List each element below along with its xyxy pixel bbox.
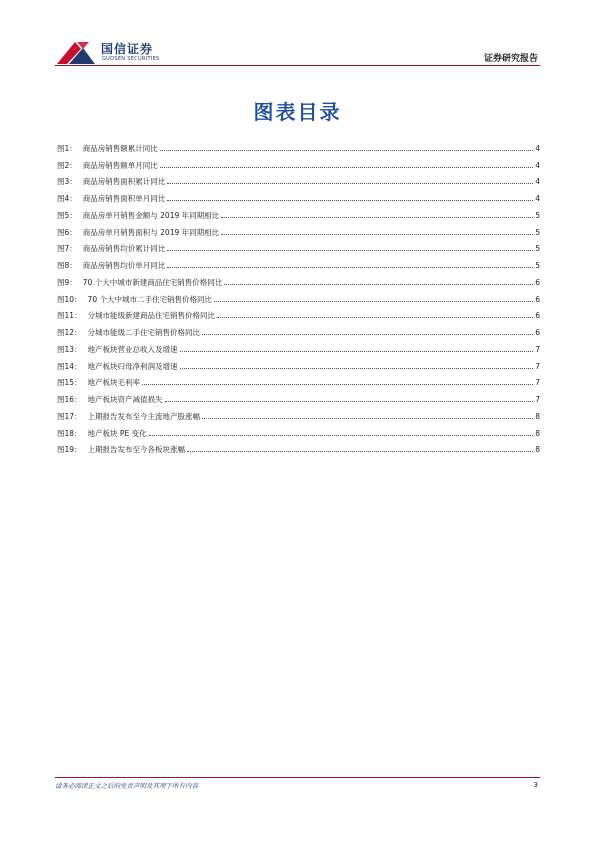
toc-entry-page: 6 bbox=[535, 277, 540, 287]
toc-entry-page: 6 bbox=[535, 311, 540, 321]
toc-entry-title: 商品房销售面积累计同比 bbox=[82, 177, 166, 187]
toc-entry-title: 上期报告发布至今各板块涨幅 bbox=[87, 445, 186, 455]
page-number: 3 bbox=[533, 781, 538, 789]
toc-entry-title: 上期报告发布至今主流地产股涨幅 bbox=[87, 411, 201, 421]
toc-leader-dots bbox=[160, 150, 533, 151]
toc-leader-dots bbox=[224, 284, 533, 285]
footer-divider bbox=[55, 777, 540, 778]
page-header bbox=[0, 0, 595, 70]
guosen-logo-icon bbox=[55, 38, 97, 68]
toc-entry-page: 6 bbox=[535, 294, 540, 304]
toc-entry-title: 商品房单月销售金额与 2019 年同期相比 bbox=[82, 210, 220, 220]
toc-entry[interactable] bbox=[57, 241, 540, 258]
toc-leader-dots bbox=[217, 317, 533, 318]
toc-entry-title: 分城市能级新建商品住宅销售价格同比 bbox=[87, 311, 216, 321]
page-title: 图表目录 bbox=[253, 100, 342, 124]
logo-chinese-text: 国信证券 bbox=[101, 42, 154, 56]
toc-entry-number: 图2： bbox=[57, 160, 77, 170]
toc-entry-page: 8 bbox=[535, 411, 540, 421]
toc-entry-title: 商品房销售额单月同比 bbox=[82, 160, 158, 170]
toc-entry-title: 70 个大中城市二手住宅销售价格同比 bbox=[87, 294, 212, 304]
toc-entry[interactable] bbox=[57, 174, 540, 191]
toc-entry-number: 图5： bbox=[57, 210, 77, 220]
toc-entry-title: 商品房销售面积单月同比 bbox=[82, 194, 166, 204]
toc-entry-title: 地产板块营业总收入及增速 bbox=[87, 344, 178, 354]
toc-entry-title: 地产板块毛利率 bbox=[87, 378, 141, 388]
toc-entry[interactable] bbox=[57, 140, 540, 157]
toc-entry-number: 图13： bbox=[57, 344, 82, 354]
toc-entry-number: 图7： bbox=[57, 244, 77, 254]
toc-entry-page: 5 bbox=[535, 261, 540, 271]
toc-entry-number: 图15： bbox=[57, 378, 82, 388]
toc-leader-dots bbox=[180, 368, 534, 369]
toc-leader-dots bbox=[167, 267, 533, 268]
toc-leader-dots bbox=[202, 334, 533, 335]
toc-entry-number: 图4： bbox=[57, 194, 77, 204]
toc-leader-dots bbox=[167, 200, 533, 201]
toc-leader-dots bbox=[160, 167, 533, 168]
toc-entry-page: 5 bbox=[535, 210, 540, 220]
toc-entry-title: 分城市能级二手住宅销售价格同比 bbox=[87, 328, 201, 338]
toc-entry-title: 地产板块 PE 变化 bbox=[87, 428, 147, 438]
guosen-logo bbox=[55, 38, 175, 68]
toc-entry-title: 商品房单月销售面积与 2019 年同期相比 bbox=[82, 227, 220, 237]
toc-entry[interactable] bbox=[57, 425, 540, 442]
toc-entry-page: 7 bbox=[535, 361, 540, 371]
toc-entry-page: 5 bbox=[535, 244, 540, 254]
toc-entry[interactable] bbox=[57, 358, 540, 375]
toc-leader-dots bbox=[142, 384, 533, 385]
toc-leader-dots bbox=[221, 234, 533, 235]
toc-entry[interactable] bbox=[57, 224, 540, 241]
footer-disclaimer: 请务必阅读正文之后的免责声明及其项下所有内容 bbox=[55, 782, 198, 790]
toc-entry-number: 图3： bbox=[57, 177, 77, 187]
toc-entry-number: 图17： bbox=[57, 411, 82, 421]
toc-entry[interactable] bbox=[57, 291, 540, 308]
toc-entry-page: 7 bbox=[535, 395, 540, 405]
toc-entry-page: 7 bbox=[535, 344, 540, 354]
toc-entry[interactable] bbox=[57, 157, 540, 174]
toc-entry-number: 图11： bbox=[57, 311, 82, 321]
toc-entry[interactable] bbox=[57, 341, 540, 358]
toc-entry-page: 7 bbox=[535, 378, 540, 388]
toc-leader-dots bbox=[202, 418, 533, 419]
report-type-label: 证券研究报告 bbox=[483, 54, 538, 64]
table-of-figures bbox=[57, 140, 540, 458]
toc-entry-page: 4 bbox=[535, 143, 540, 153]
toc-leader-dots bbox=[167, 183, 533, 184]
toc-entry-title: 商品房销售均价累计同比 bbox=[82, 244, 166, 254]
toc-entry[interactable] bbox=[57, 408, 540, 425]
toc-entry-number: 图10： bbox=[57, 294, 82, 304]
toc-entry-number: 图12： bbox=[57, 328, 82, 338]
toc-entry[interactable] bbox=[57, 274, 540, 291]
toc-entry-number: 图9： bbox=[57, 277, 77, 287]
toc-entry[interactable] bbox=[57, 391, 540, 408]
toc-entry[interactable] bbox=[57, 190, 540, 207]
toc-entry-title: 地产板块资产减值损失 bbox=[87, 395, 163, 405]
toc-entry-number: 图6： bbox=[57, 227, 77, 237]
toc-entry-number: 图14： bbox=[57, 361, 82, 371]
toc-entry[interactable] bbox=[57, 257, 540, 274]
toc-entry-number: 图18： bbox=[57, 428, 82, 438]
toc-entry-page: 6 bbox=[535, 328, 540, 338]
toc-entry-page: 8 bbox=[535, 445, 540, 455]
toc-leader-dots bbox=[149, 435, 534, 436]
toc-entry-number: 图8： bbox=[57, 261, 77, 271]
toc-entry-page: 4 bbox=[535, 194, 540, 204]
toc-entry-page: 8 bbox=[535, 428, 540, 438]
toc-entry-title: 地产板块归母净利润及增速 bbox=[87, 361, 178, 371]
toc-entry-title: 商品房销售额累计同比 bbox=[82, 143, 158, 153]
toc-leader-dots bbox=[167, 250, 533, 251]
toc-entry-page: 4 bbox=[535, 160, 540, 170]
logo-english-text: GUOSEN SECURITIES bbox=[102, 56, 160, 62]
toc-leader-dots bbox=[214, 301, 533, 302]
toc-leader-dots bbox=[180, 351, 534, 352]
toc-entry[interactable] bbox=[57, 375, 540, 392]
toc-entry-title: 70 个大中城市新建商品住宅销售价格同比 bbox=[82, 277, 223, 287]
toc-entry-page: 4 bbox=[535, 177, 540, 187]
toc-entry-number: 图16： bbox=[57, 395, 82, 405]
toc-entry[interactable] bbox=[57, 308, 540, 325]
toc-leader-dots bbox=[187, 451, 533, 452]
toc-entry-title: 商品房销售均价单月同比 bbox=[82, 261, 166, 271]
toc-entry-page: 5 bbox=[535, 227, 540, 237]
toc-leader-dots bbox=[165, 401, 534, 402]
toc-leader-dots bbox=[221, 217, 533, 218]
toc-entry[interactable] bbox=[57, 324, 540, 341]
toc-entry-number: 图19： bbox=[57, 445, 82, 455]
toc-entry[interactable] bbox=[57, 207, 540, 224]
toc-entry[interactable] bbox=[57, 442, 540, 459]
header-divider bbox=[55, 65, 540, 66]
toc-entry-number: 图1： bbox=[57, 143, 77, 153]
